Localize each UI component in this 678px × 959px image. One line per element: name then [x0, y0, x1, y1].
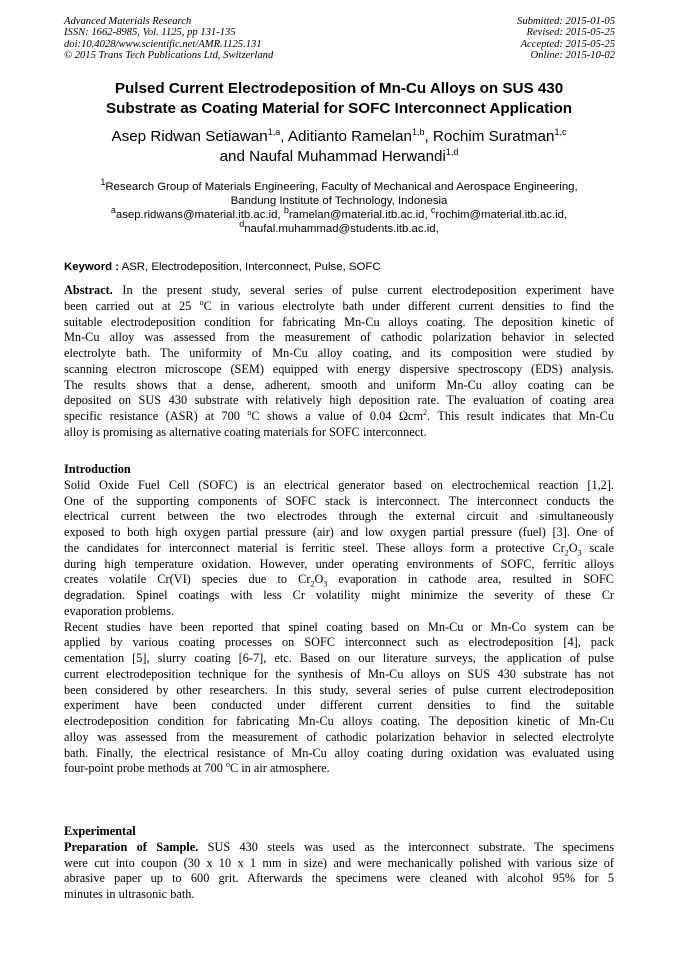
intro-line: bath. Finally, the electrical resistance of Mn-Cu alloy coating during oxidation was evaluated using — [64, 745, 614, 760]
intro-line: evaporation in cathode area, resulted in SOFC — [327, 572, 614, 587]
author-1-affil: 1,a — [267, 126, 281, 137]
abstract-label: Abstract. — [64, 283, 113, 297]
intro-line: O — [568, 540, 578, 555]
intro-line: applied by various coating processes on SOFC interconnect such as electrodeposition [4], pack — [64, 635, 614, 650]
intro-line: scale — [581, 540, 614, 555]
intro-line: the candidates for interconnect material is ferritic steel. These alloys form a protective Cr — [64, 540, 565, 555]
affil-line-2: Bandung Institute of Technology, Indonesia — [230, 195, 448, 207]
experimental-section — [64, 824, 614, 903]
title-line-1: Pulsed Current Electrodeposition of Mn-Cu Alloys on SUS 430 — [114, 80, 564, 97]
author-list: Asep Ridwan Setiawan$^{1,a}$, Aditianto Ramelan$^{1,b}$, Rochim Suratman$^{1,c}$ and Naufal Muhammad Herwandi$^{1,d}$ — [111, 126, 567, 165]
squared-sup: 2 — [423, 407, 428, 417]
issn-line: ISSN: 1662-8985, Vol. 1125, pp 131-135 — [64, 27, 236, 39]
revised-date: Revised: 2015-05-25 — [526, 27, 615, 39]
email-a[interactable]: asep.ridwans@material.itb.ac.id, — [115, 209, 281, 221]
experimental-line: minutes in ultrasonic bath. — [64, 887, 195, 901]
abstract-line: In the present study, several series of pulse current electrodeposition experiment have — [112, 283, 614, 297]
journal-header-right — [517, 16, 615, 62]
intro-line: alloy was assessed from the measurement of cathodic polarization behavior in selected electrolyte — [64, 729, 614, 744]
intro-line: four-point probe methods at 700 — [64, 761, 226, 776]
paper-title — [40, 79, 638, 119]
title-line-2: Substrate as Coating Material for SOFC Interconnect Application — [105, 100, 573, 117]
abstract-line: suitable electrodeposition condition for fabricating Mn-Cu alloys coating. The deposition kinetic of — [64, 314, 614, 329]
email-b-marker: b — [283, 205, 289, 216]
preparation-subheading: Preparation of Sample. — [64, 839, 199, 854]
intro-line: cementation [5], slurry coating [6-7], etc. Based on our literature surveys, the application of pulse — [64, 651, 614, 665]
doi-line: doi:10.4028/www.scientific.net/AMR.1125.131 — [64, 38, 262, 50]
abstract-line: The results shows that a dense, adherent, smooth and uniform Mn-Cu alloy coating can be — [64, 377, 614, 392]
email-d[interactable]: naufal.muhammad@students.itb.ac.id, — [244, 223, 439, 235]
experimental-line: abrasive paper up to 600 grit. Afterwards the specimens were cleaned with alcohol 95% for 5 — [64, 871, 614, 886]
intro-line: Solid Oxide Fuel Cell (SOFC) is an electrical generator based on electrochemical reaction [1,2]. — [64, 477, 614, 492]
keywords-label: Keyword : — [64, 261, 120, 273]
copyright-line: © 2015 Trans Tech Publications Ltd, Switzerland — [64, 50, 274, 62]
intro-line: Recent studies have been reported that spinel coating based on Mn-Cu or Mn-Co system can be — [64, 619, 614, 634]
introduction-heading: Introduction — [64, 462, 131, 476]
intro-line: C in air atmosphere. — [229, 761, 330, 776]
abstract-line: electrolyte bath. The uniformity of Mn-Cu alloy coating, and its composition were studied by — [64, 346, 614, 360]
abstract-line: deposited on SUS 430 substrate with relatively high deposition rate. The evaluation of coating area — [64, 393, 614, 408]
journal-header-left — [64, 16, 273, 62]
abstract-line: alloy is promising as alternative coating materials for SOFC interconnect. — [64, 424, 427, 439]
introduction-section — [64, 462, 614, 777]
intro-line: electrodeposition condition for fabricating Mn-Cu alloys coating. The deposition kinetic of Mn-Cu — [64, 714, 614, 728]
experimental-line: were cut into coupon (30 x 10 x 1 mm in size) and were mechanically polished with various size of — [64, 855, 614, 870]
abstract-line: been carried out at 25 — [64, 298, 200, 313]
subscript: 2 — [564, 548, 569, 558]
author-4: Naufal Muhammad Herwandi — [249, 148, 446, 165]
journal-name: Advanced Materials Research — [64, 16, 192, 27]
intro-line: electrical current between the two electrodes through the external circuit and simultaneously — [64, 509, 614, 524]
intro-line: been considered by other researchers. In this study, several series of pulse current electrodeposition — [64, 682, 614, 697]
affil-line-1: Research Group of Materials Engineering, Faculty of Mechanical and Aerospace Engineering, — [105, 181, 578, 193]
email-c[interactable]: rochim@material.itb.ac.id, — [435, 209, 568, 221]
abstract-line: C in various electrolyte bath under different current densities to find the — [203, 298, 614, 313]
intro-line: degradation. Spinel coatings with less Cr volatility might minimize the severity of these Cr — [64, 588, 614, 602]
email-b[interactable]: ramelan@material.itb.ac.id, — [288, 209, 428, 221]
degree-sup: o — [199, 297, 204, 307]
intro-line: creates volatile Cr(VI) species due to Cr — [64, 572, 311, 587]
affil-number: 1 — [100, 177, 106, 188]
email-d-marker: d — [239, 219, 245, 230]
abstract-line: Mn-Cu alloy was assessed from the measurement of cathodic polarization behavior in selected — [64, 330, 614, 345]
degree-sup: o — [225, 760, 230, 770]
subscript: 2 — [310, 579, 315, 589]
author-3: Rochim Suratman — [432, 128, 555, 145]
abstract-line: . This result indicates that Mn-Cu — [427, 409, 614, 423]
online-date: Online: 2015-10-02 — [530, 50, 615, 62]
intro-line: O — [314, 572, 324, 587]
subscript: 3 — [323, 579, 328, 589]
author-3-affil: 1,c — [554, 126, 567, 137]
abstract-line: C shows a value of 0.04 Ωcm — [251, 409, 424, 423]
subscript: 3 — [577, 548, 582, 558]
email-a-marker: a — [110, 205, 116, 216]
email-c-marker: c — [430, 205, 436, 216]
intro-line: evaporation problems. — [64, 603, 174, 618]
intro-line: exposed to both high oxygen partial pressure (air) and low oxygen partial pressure (fuel) [3]. One of — [64, 525, 614, 539]
intro-line: during high temperature oxidation. However, under operating environments of SOFC, ferritic alloys — [64, 556, 614, 571]
experimental-heading: Experimental — [64, 824, 136, 838]
abstract-line: specific resistance (ASR) at 700 — [64, 409, 248, 423]
author-2-affil: 1,b — [411, 126, 425, 137]
author-2: Aditianto Ramelan — [287, 128, 412, 145]
intro-line: One of the supporting components of SOFC stack is interconnect. The interconnect conducts the — [64, 493, 614, 508]
experimental-line: SUS 430 steels was used as the interconnect substrate. The specimens — [198, 839, 614, 854]
accepted-date: Accepted: 2015-05-25 — [520, 38, 615, 50]
keywords-text: ASR, Electrodeposition, Interconnect, Pulse, SOFC — [119, 261, 381, 273]
intro-line: experiment have been conducted under different current densities to find the suitable — [64, 698, 614, 713]
author-4-prefix: and — [219, 148, 250, 165]
abstract-line: scanning electron microscope (SEM) equipped with energy dispersive spectroscopy (EDS) analysis. — [64, 361, 614, 376]
degree-sup: o — [247, 407, 252, 417]
affiliation-block — [40, 177, 638, 236]
author-1: Asep Ridwan Setiawan — [111, 128, 268, 145]
submitted-date: Submitted: 2015-01-05 — [517, 16, 615, 27]
abstract — [64, 283, 614, 441]
keywords — [64, 260, 381, 274]
author-4-affil: 1,d — [445, 146, 459, 157]
intro-line: current electrodeposition technique for the synthesis of Mn-Cu alloys on SUS 430 substrate has not — [64, 666, 614, 681]
